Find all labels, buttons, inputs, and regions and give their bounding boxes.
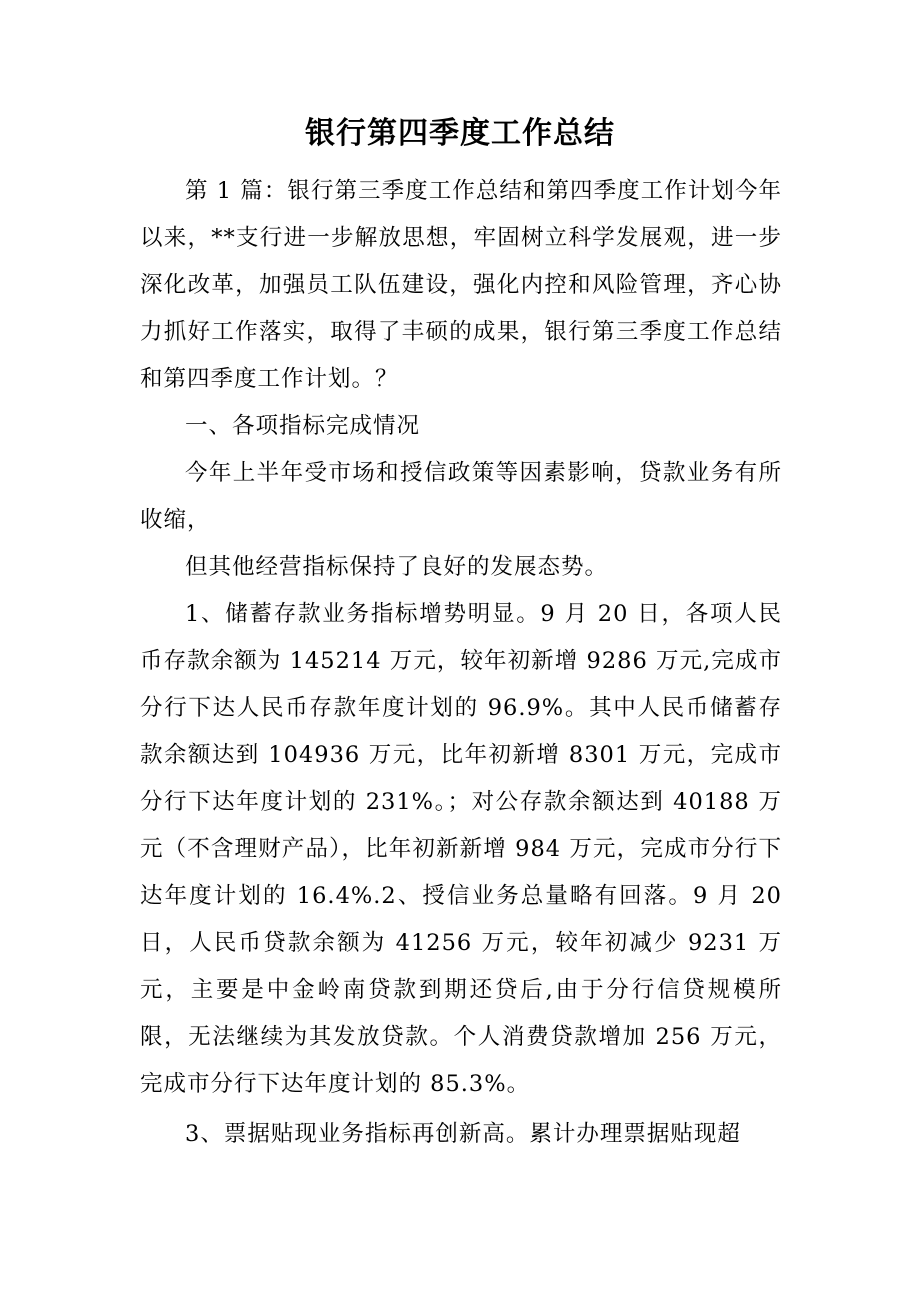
document-body [140,168,782,1158]
paragraph-section-heading: 一、各项指标完成情况 [185,413,421,439]
paragraph-bill-discount: 3、票据贴现业务指标再创新高。累计办理票据贴现超 [185,1121,741,1147]
paragraph-other-indicators: 但其他经营指标保持了良好的发展态势。 [185,554,609,580]
paragraph-market-impact: 今年上半年受市场和授信政策等因素影响，贷款业务有所收缩， [140,460,782,533]
paragraph-intro: 第 1 篇：银行第三季度工作总结和第四季度工作计划今年以来，**支行进一步解放思想，牢固树立科学发展观，进一步深化改革，加强员工队伍建设，强化内控和风险管理，齐心协力抓好工作落实，取得了丰硕的成果，银行第三季度工作总结和第四季度工作计划。？ [140,178,782,392]
paragraph-deposit-indicators: 1、储蓄存款业务指标增势明显。9 月 20 日，各项人民币存款余额为 145214 万元，较年初新增 9286 万元,完成市分行下达人民币存款年度计划的 96.9%。其中人民币储蓄存款余额达到 104936 万元，比年初新增 8301 万元，完成市分行下达年度计划的 231%。；对公存款余额达到 40188 万元（不含理财产品），比年初新新增 984 万元，完成市分行下达年度计划的 16.4%.2、授信业务总量略有回落。9 月 20 日，人民币贷款余额为 41256 万元，较年初减少 9231 万元，主要是中金岭南贷款到期还贷后,由于分行信贷规模所限，无法继续为其发放贷款。个人消费贷款增加 256 万元，完成市分行下达年度计划的 85.3%。 [140,601,782,1097]
document-title: 银行第四季度工作总结 [305,116,615,151]
